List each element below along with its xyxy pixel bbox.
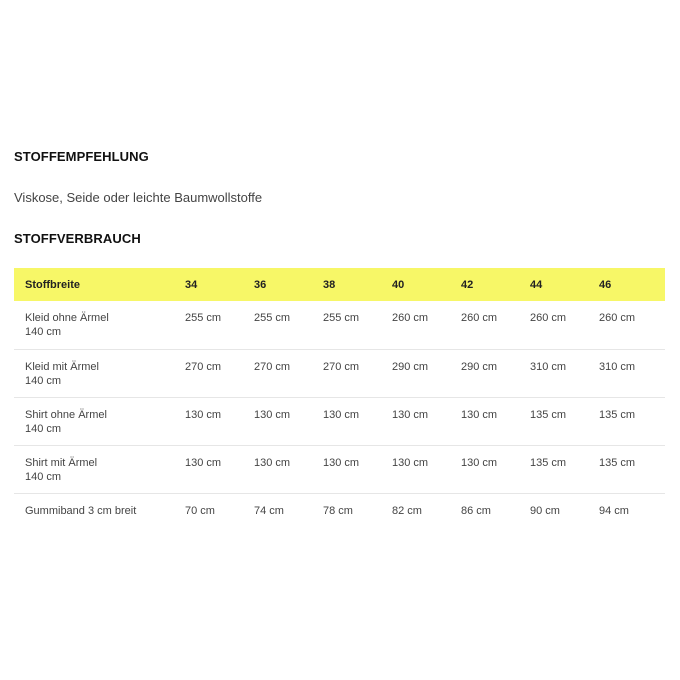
table-cell: 290 cm xyxy=(461,360,498,373)
row-label-text: Gummiband 3 cm breit xyxy=(25,504,137,517)
table-cell: 130 cm xyxy=(392,456,429,469)
table-row xyxy=(14,397,665,445)
row-sublabel: 140 cm xyxy=(25,470,62,483)
table-cell: 130 cm xyxy=(254,456,291,469)
table-cell: 86 cm xyxy=(461,504,491,517)
row-sublabel: 140 cm xyxy=(25,374,62,387)
table-cell: 135 cm xyxy=(530,408,567,421)
header-size-34: 34 xyxy=(185,278,198,291)
table-cell: 290 cm xyxy=(392,360,429,373)
table-row xyxy=(14,349,665,397)
table-cell: 310 cm xyxy=(599,360,636,373)
row-label-text: Shirt mit Ärmel xyxy=(25,456,98,469)
table-cell: 260 cm xyxy=(392,312,429,324)
row-label xyxy=(14,397,182,445)
table-cell: 130 cm xyxy=(461,408,498,421)
table-row xyxy=(14,445,665,493)
table-cell: 130 cm xyxy=(185,456,222,469)
row-label xyxy=(14,301,182,349)
table-cell: 260 cm xyxy=(530,312,567,324)
table-cell: 270 cm xyxy=(185,360,222,373)
row-label-text: Shirt ohne Ärmel xyxy=(25,408,107,421)
table-cell: 255 cm xyxy=(323,312,360,324)
table-cell: 130 cm xyxy=(323,456,360,469)
table-cell: 135 cm xyxy=(599,456,636,469)
row-label-text: Kleid mit Ärmel xyxy=(25,360,99,373)
header-fabric-width: Stoffbreite xyxy=(25,278,80,291)
table-cell: 260 cm xyxy=(461,312,498,324)
table-header-row xyxy=(14,268,665,301)
fabric-recommendation-text: Viskose, Seide oder leichte Baumwollstoffe xyxy=(14,190,263,205)
table-cell: 94 cm xyxy=(599,504,629,517)
table-cell: 70 cm xyxy=(185,504,215,517)
table-cell: 74 cm xyxy=(254,504,284,517)
row-label-text: Kleid ohne Ärmel xyxy=(25,312,109,324)
table-cell: 255 cm xyxy=(185,312,222,324)
header-size-40: 40 xyxy=(392,278,405,291)
fabric-recommendation-heading: STOFFEMPFEHLUNG xyxy=(14,149,149,164)
table-row xyxy=(14,493,665,541)
table-cell: 255 cm xyxy=(254,312,291,324)
table-cell: 130 cm xyxy=(461,456,498,469)
header-size-44: 44 xyxy=(530,278,543,291)
table-cell: 135 cm xyxy=(530,456,567,469)
header-size-38: 38 xyxy=(323,278,336,291)
table-cell: 135 cm xyxy=(599,408,636,421)
row-label xyxy=(14,493,182,541)
table-cell: 260 cm xyxy=(599,312,636,324)
fabric-consumption-heading: STOFFVERBRAUCH xyxy=(14,231,141,246)
table-cell: 82 cm xyxy=(392,504,422,517)
fabric-consumption-table xyxy=(14,268,665,541)
table-cell: 310 cm xyxy=(530,360,567,373)
table-cell: 90 cm xyxy=(530,504,560,517)
table-cell: 130 cm xyxy=(254,408,291,421)
header-size-36: 36 xyxy=(254,278,267,291)
row-sublabel: 140 cm xyxy=(25,326,62,338)
table-cell: 78 cm xyxy=(323,504,353,517)
table-cell: 270 cm xyxy=(323,360,360,373)
header-size-46: 46 xyxy=(599,278,612,291)
row-label xyxy=(14,349,182,397)
row-label xyxy=(14,445,182,493)
row-sublabel: 140 cm xyxy=(25,422,62,435)
table-cell: 270 cm xyxy=(254,360,291,373)
table-cell: 130 cm xyxy=(392,408,429,421)
table-cell: 130 cm xyxy=(185,408,222,421)
table-cell: 130 cm xyxy=(323,408,360,421)
header-size-42: 42 xyxy=(461,278,474,291)
table-row xyxy=(14,301,665,349)
